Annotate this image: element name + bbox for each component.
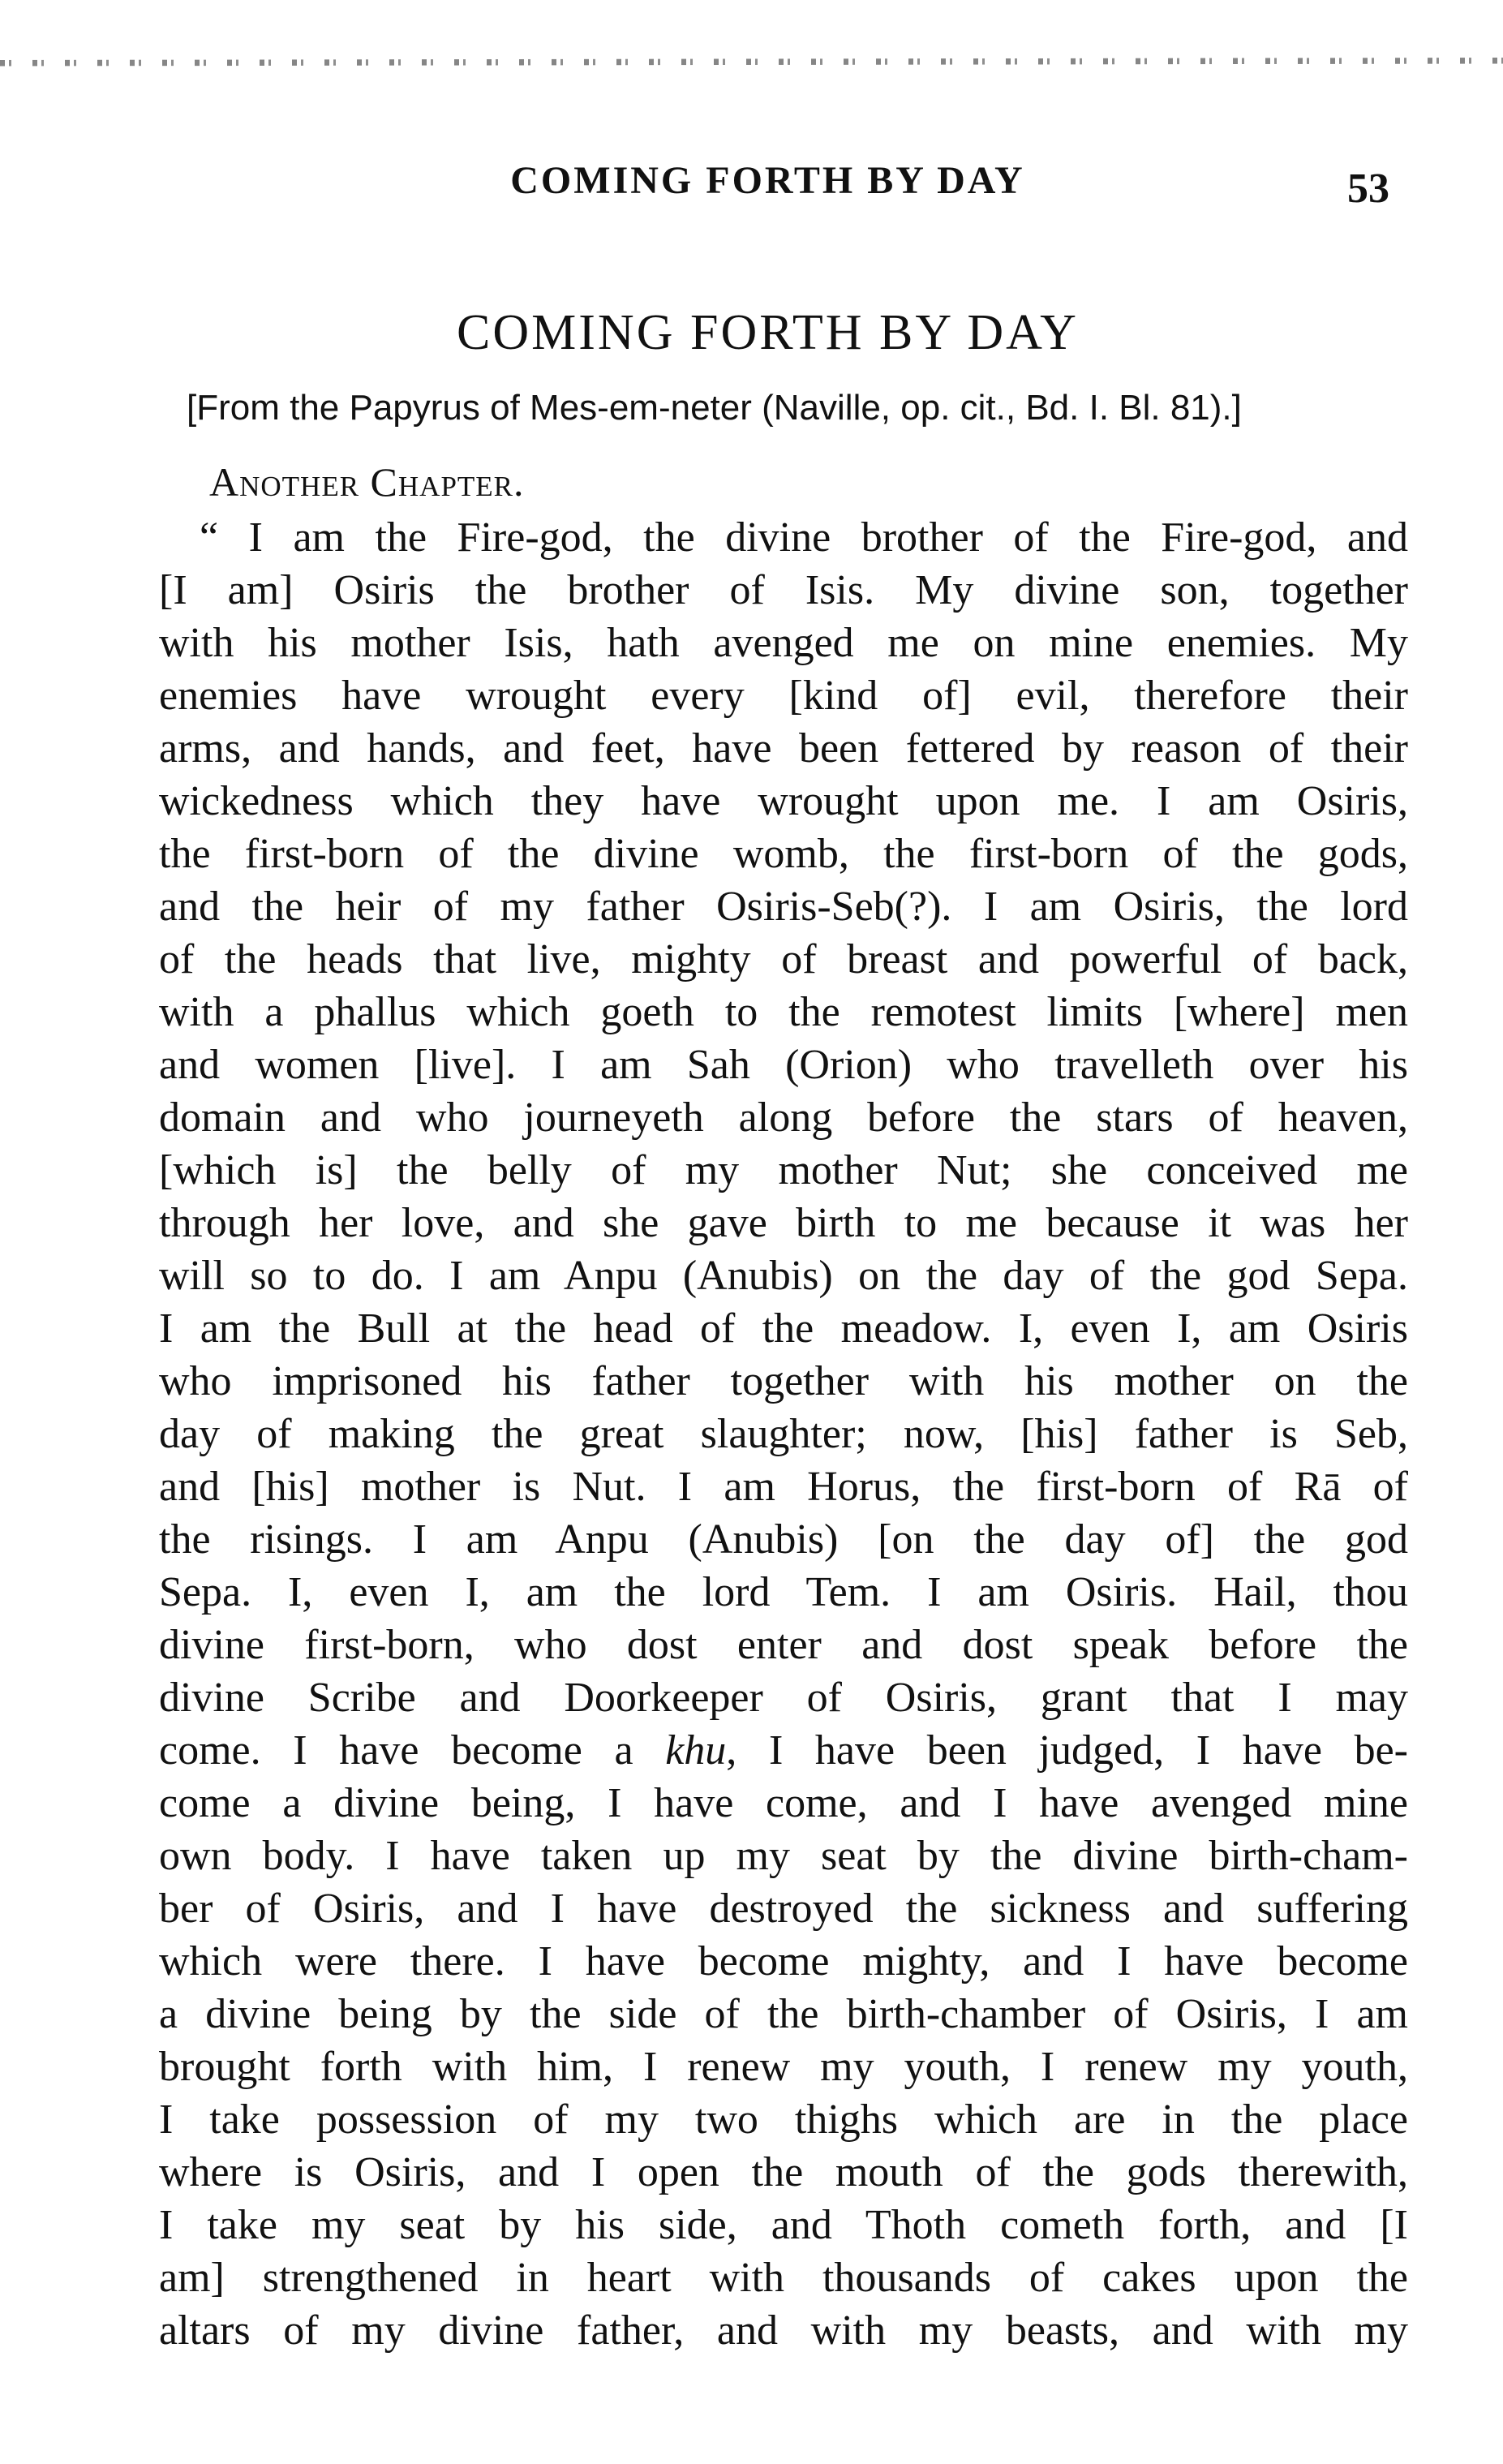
body-line: own body. I have taken up my seat by the divine birth-cham- bbox=[159, 1833, 1408, 1879]
section-heading: Another Chapter. bbox=[209, 459, 525, 505]
body-line: which were there. I have become mighty, and I have become bbox=[159, 1938, 1408, 1985]
body-line: come. I have become a khu, I have been judged, I have be- bbox=[159, 1727, 1408, 1774]
italic-term: khu bbox=[665, 1727, 727, 1774]
body-line: the first-born of the divine womb, the first-born of the gods, bbox=[159, 831, 1408, 877]
body-line: will so to do. I am Anpu (Anubis) on the day of the god Sepa. bbox=[159, 1253, 1408, 1299]
body-line: of the heads that live, mighty of breast and powerful of back, bbox=[159, 936, 1408, 983]
body-line: with his mother Isis, hath avenged me on mine enemies. My bbox=[159, 620, 1408, 666]
body-line: [which is] the belly of my mother Nut; she conceived me bbox=[159, 1147, 1408, 1193]
body-line: enemies have wrought every [kind of] evil, therefore their bbox=[159, 673, 1408, 719]
body-line: where is Osiris, and I open the mouth of the gods therewith, bbox=[159, 2149, 1408, 2195]
body-line: brought forth with him, I renew my youth, I renew my youth, bbox=[159, 2044, 1408, 2090]
body-line: come a divine being, I have come, and I have avenged mine bbox=[159, 1780, 1408, 1826]
body-line: divine first-born, who dost enter and dost speak before the bbox=[159, 1622, 1408, 1668]
body-line: altars of my divine father, and with my beasts, and with my bbox=[159, 2307, 1408, 2354]
body-line: day of making the great slaughter; now, [his] father is Seb, bbox=[159, 1411, 1408, 1457]
body-text bbox=[159, 511, 1408, 2357]
body-line: arms, and hands, and feet, have been fettered by reason of their bbox=[159, 725, 1408, 772]
body-line: I take possession of my two thighs which are in the place bbox=[159, 2096, 1408, 2143]
body-line: ber of Osiris, and I have destroyed the sickness and suffering bbox=[159, 1886, 1408, 1932]
body-line: I am the Bull at the head of the meadow. I, even I, am Osiris bbox=[159, 1305, 1408, 1352]
page-number: 53 bbox=[1347, 166, 1389, 212]
chapter-title: COMING FORTH BY DAY bbox=[457, 305, 1079, 360]
body-line: through her love, and she gave birth to me because it was her bbox=[159, 1200, 1408, 1246]
source-note: [From the Papyrus of Mes-em-neter (Naville, op. cit., Bd. I. Bl. 81).] bbox=[187, 388, 1242, 428]
body-line: “ I am the Fire-god, the divine brother of the Fire-god, and bbox=[200, 514, 1408, 561]
body-line: and women [live]. I am Sah (Orion) who travelleth over his bbox=[159, 1042, 1408, 1088]
body-line: a divine being by the side of the birth-chamber of Osiris, I am bbox=[159, 1991, 1408, 2037]
body-line: am] strengthened in heart with thousands of cakes upon the bbox=[159, 2255, 1408, 2301]
body-line: divine Scribe and Doorkeeper of Osiris, grant that I may bbox=[159, 1675, 1408, 1721]
body-line: I take my seat by his side, and Thoth cometh forth, and [I bbox=[159, 2202, 1408, 2248]
body-line: and [his] mother is Nut. I am Horus, the first-born of Rā of bbox=[159, 1464, 1408, 1510]
scan-edge-artifact bbox=[0, 50, 1503, 75]
body-line: [I am] Osiris the brother of Isis. My divine son, together bbox=[159, 567, 1408, 613]
running-head bbox=[0, 158, 1503, 215]
body-line: the risings. I am Anpu (Anubis) [on the day of] the god bbox=[159, 1516, 1408, 1563]
running-title: COMING FORTH BY DAY bbox=[510, 159, 1025, 202]
body-line: wickedness which they have wrought upon me. I am Osiris, bbox=[159, 778, 1408, 824]
body-line: who imprisoned his father together with his mother on the bbox=[159, 1358, 1408, 1404]
body-line: domain and who journeyeth along before the stars of heaven, bbox=[159, 1094, 1408, 1141]
body-line: with a phallus which goeth to the remotest limits [where] men bbox=[159, 989, 1408, 1035]
body-line: and the heir of my father Osiris-Seb(?). I am Osiris, the lord bbox=[159, 884, 1408, 930]
body-line: Sepa. I, even I, am the lord Tem. I am Osiris. Hail, thou bbox=[159, 1569, 1408, 1615]
